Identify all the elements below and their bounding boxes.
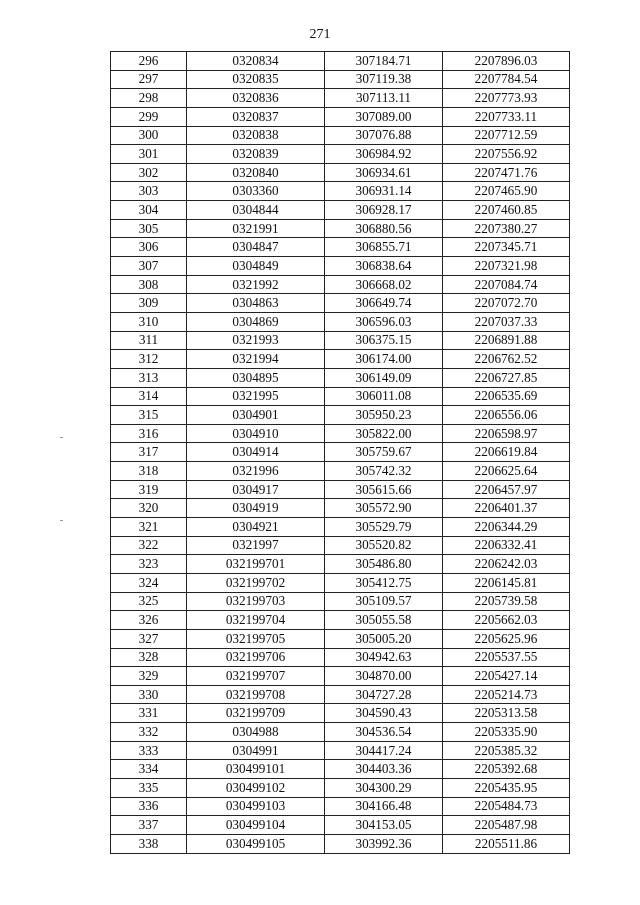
point-id-cell: 0304991 [187,741,325,760]
point-id-cell: 0304988 [187,723,325,742]
table-row [111,555,570,574]
x-coordinate-cell: 306149.09 [325,368,443,387]
x-coordinate-cell: 306880.56 [325,219,443,238]
point-id-cell: 0320836 [187,89,325,108]
row-number-cell: 297 [111,70,187,89]
table-row [111,834,570,853]
row-number-cell: 323 [111,555,187,574]
y-coordinate-cell: 2205435.95 [443,778,570,797]
table-row [111,238,570,257]
point-id-cell: 032199705 [187,629,325,648]
coordinates-table [110,51,570,854]
x-coordinate-cell: 305759.67 [325,443,443,462]
y-coordinate-cell: 2206401.37 [443,499,570,518]
point-id-cell: 0320835 [187,70,325,89]
table-row [111,518,570,537]
y-coordinate-cell: 2206332.41 [443,536,570,555]
x-coordinate-cell: 306668.02 [325,275,443,294]
y-coordinate-cell: 2207321.98 [443,257,570,276]
row-number-cell: 300 [111,126,187,145]
point-id-cell: 0321992 [187,275,325,294]
row-number-cell: 321 [111,518,187,537]
y-coordinate-cell: 2207460.85 [443,201,570,220]
row-number-cell: 326 [111,611,187,630]
y-coordinate-cell: 2206619.84 [443,443,570,462]
y-coordinate-cell: 2207072.70 [443,294,570,313]
point-id-cell: 0304895 [187,368,325,387]
point-id-cell: 0320840 [187,163,325,182]
table-row [111,163,570,182]
x-coordinate-cell: 305055.58 [325,611,443,630]
row-number-cell: 309 [111,294,187,313]
y-coordinate-cell: 2206891.88 [443,331,570,350]
x-coordinate-cell: 306596.03 [325,312,443,331]
row-number-cell: 313 [111,368,187,387]
table-row [111,107,570,126]
x-coordinate-cell: 307184.71 [325,52,443,71]
point-id-cell: 0321995 [187,387,325,406]
y-coordinate-cell: 2207733.11 [443,107,570,126]
point-id-cell: 032199701 [187,555,325,574]
point-id-cell: 030499103 [187,797,325,816]
row-number-cell: 303 [111,182,187,201]
row-number-cell: 306 [111,238,187,257]
table-row [111,312,570,331]
table-row [111,573,570,592]
table-row [111,816,570,835]
row-number-cell: 320 [111,499,187,518]
point-id-cell: 032199703 [187,592,325,611]
row-number-cell: 328 [111,648,187,667]
x-coordinate-cell: 307113.11 [325,89,443,108]
point-id-cell: 032199709 [187,704,325,723]
x-coordinate-cell: 306011.08 [325,387,443,406]
y-coordinate-cell: 2207084.74 [443,275,570,294]
x-coordinate-cell: 305486.80 [325,555,443,574]
point-id-cell: 0304844 [187,201,325,220]
row-number-cell: 322 [111,536,187,555]
y-coordinate-cell: 2206242.03 [443,555,570,574]
y-coordinate-cell: 2207380.27 [443,219,570,238]
point-id-cell: 0320837 [187,107,325,126]
point-id-cell: 0320838 [187,126,325,145]
row-number-cell: 310 [111,312,187,331]
table-row [111,629,570,648]
y-coordinate-cell: 2207712.59 [443,126,570,145]
table-row [111,145,570,164]
row-number-cell: 316 [111,424,187,443]
table-row [111,667,570,686]
y-coordinate-cell: 2206535.69 [443,387,570,406]
row-number-cell: 317 [111,443,187,462]
y-coordinate-cell: 2207037.33 [443,312,570,331]
table-row [111,723,570,742]
row-number-cell: 298 [111,89,187,108]
y-coordinate-cell: 2205313.58 [443,704,570,723]
x-coordinate-cell: 304870.00 [325,667,443,686]
x-coordinate-cell: 304417.24 [325,741,443,760]
x-coordinate-cell: 303992.36 [325,834,443,853]
point-id-cell: 0321991 [187,219,325,238]
y-coordinate-cell: 2205427.14 [443,667,570,686]
row-number-cell: 312 [111,350,187,369]
y-coordinate-cell: 2207556.92 [443,145,570,164]
point-id-cell: 0304910 [187,424,325,443]
row-number-cell: 314 [111,387,187,406]
x-coordinate-cell: 306174.00 [325,350,443,369]
row-number-cell: 319 [111,480,187,499]
table-row [111,499,570,518]
y-coordinate-cell: 2205335.90 [443,723,570,742]
x-coordinate-cell: 307089.00 [325,107,443,126]
table-row [111,182,570,201]
table-row [111,797,570,816]
table-row [111,331,570,350]
x-coordinate-cell: 306928.17 [325,201,443,220]
table-row [111,52,570,71]
y-coordinate-cell: 2207345.71 [443,238,570,257]
y-coordinate-cell: 2205511.86 [443,834,570,853]
x-coordinate-cell: 305572.90 [325,499,443,518]
table-row [111,611,570,630]
y-coordinate-cell: 2205739.58 [443,592,570,611]
x-coordinate-cell: 304590.43 [325,704,443,723]
point-id-cell: 032199708 [187,685,325,704]
table-row [111,648,570,667]
row-number-cell: 308 [111,275,187,294]
x-coordinate-cell: 306649.74 [325,294,443,313]
row-number-cell: 299 [111,107,187,126]
x-coordinate-cell: 306838.64 [325,257,443,276]
row-number-cell: 296 [111,52,187,71]
row-number-cell: 334 [111,760,187,779]
y-coordinate-cell: 2205385.32 [443,741,570,760]
point-id-cell: 0304849 [187,257,325,276]
table-row [111,257,570,276]
point-id-cell: 0304919 [187,499,325,518]
row-number-cell: 304 [111,201,187,220]
scan-artifact [60,520,63,521]
x-coordinate-cell: 306984.92 [325,145,443,164]
table-row [111,350,570,369]
row-number-cell: 338 [111,834,187,853]
y-coordinate-cell: 2205662.03 [443,611,570,630]
x-coordinate-cell: 304727.28 [325,685,443,704]
y-coordinate-cell: 2205487.98 [443,816,570,835]
point-id-cell: 0320834 [187,52,325,71]
point-id-cell: 0304917 [187,480,325,499]
row-number-cell: 337 [111,816,187,835]
point-id-cell: 0304921 [187,518,325,537]
point-id-cell: 032199707 [187,667,325,686]
y-coordinate-cell: 2207896.03 [443,52,570,71]
row-number-cell: 315 [111,406,187,425]
point-id-cell: 0321993 [187,331,325,350]
y-coordinate-cell: 2206762.52 [443,350,570,369]
point-id-cell: 0304863 [187,294,325,313]
row-number-cell: 330 [111,685,187,704]
row-number-cell: 302 [111,163,187,182]
point-id-cell: 0304847 [187,238,325,257]
x-coordinate-cell: 305615.66 [325,480,443,499]
table-row [111,704,570,723]
row-number-cell: 324 [111,573,187,592]
table-row [111,536,570,555]
table-row [111,294,570,313]
table-row [111,592,570,611]
x-coordinate-cell: 307076.88 [325,126,443,145]
x-coordinate-cell: 304153.05 [325,816,443,835]
row-number-cell: 305 [111,219,187,238]
point-id-cell: 0304869 [187,312,325,331]
row-number-cell: 333 [111,741,187,760]
row-number-cell: 331 [111,704,187,723]
row-number-cell: 329 [111,667,187,686]
row-number-cell: 311 [111,331,187,350]
x-coordinate-cell: 305742.32 [325,462,443,481]
point-id-cell: 0303360 [187,182,325,201]
table-row [111,368,570,387]
y-coordinate-cell: 2207471.76 [443,163,570,182]
y-coordinate-cell: 2206625.64 [443,462,570,481]
y-coordinate-cell: 2206457.97 [443,480,570,499]
row-number-cell: 327 [111,629,187,648]
table-row [111,126,570,145]
x-coordinate-cell: 305529.79 [325,518,443,537]
x-coordinate-cell: 306931.14 [325,182,443,201]
x-coordinate-cell: 306375.15 [325,331,443,350]
point-id-cell: 030499102 [187,778,325,797]
x-coordinate-cell: 304536.54 [325,723,443,742]
x-coordinate-cell: 305109.57 [325,592,443,611]
row-number-cell: 301 [111,145,187,164]
point-id-cell: 032199702 [187,573,325,592]
y-coordinate-cell: 2205537.55 [443,648,570,667]
table-row [111,685,570,704]
x-coordinate-cell: 304166.48 [325,797,443,816]
scan-artifact [60,437,63,438]
x-coordinate-cell: 305950.23 [325,406,443,425]
point-id-cell: 030499101 [187,760,325,779]
point-id-cell: 030499104 [187,816,325,835]
x-coordinate-cell: 304403.36 [325,760,443,779]
x-coordinate-cell: 305520.82 [325,536,443,555]
table-row [111,89,570,108]
table-row [111,70,570,89]
y-coordinate-cell: 2207465.90 [443,182,570,201]
x-coordinate-cell: 304300.29 [325,778,443,797]
row-number-cell: 318 [111,462,187,481]
y-coordinate-cell: 2206556.06 [443,406,570,425]
row-number-cell: 336 [111,797,187,816]
point-id-cell: 0304901 [187,406,325,425]
table-row [111,760,570,779]
point-id-cell: 0321996 [187,462,325,481]
row-number-cell: 335 [111,778,187,797]
coordinates-table-body [111,52,570,854]
y-coordinate-cell: 2205484.73 [443,797,570,816]
x-coordinate-cell: 304942.63 [325,648,443,667]
point-id-cell: 030499105 [187,834,325,853]
y-coordinate-cell: 2207784.54 [443,70,570,89]
table-row [111,387,570,406]
point-id-cell: 032199706 [187,648,325,667]
y-coordinate-cell: 2207773.93 [443,89,570,108]
x-coordinate-cell: 305412.75 [325,573,443,592]
y-coordinate-cell: 2205625.96 [443,629,570,648]
table-row [111,778,570,797]
y-coordinate-cell: 2206598.97 [443,424,570,443]
table-row [111,424,570,443]
table-row [111,201,570,220]
y-coordinate-cell: 2206145.81 [443,573,570,592]
point-id-cell: 0321994 [187,350,325,369]
point-id-cell: 0321997 [187,536,325,555]
table-row [111,480,570,499]
table-row [111,406,570,425]
point-id-cell: 032199704 [187,611,325,630]
table-row [111,462,570,481]
point-id-cell: 0304914 [187,443,325,462]
x-coordinate-cell: 307119.38 [325,70,443,89]
y-coordinate-cell: 2205214.73 [443,685,570,704]
row-number-cell: 307 [111,257,187,276]
y-coordinate-cell: 2205392.68 [443,760,570,779]
page-number: 271 [309,27,331,42]
point-id-cell: 0320839 [187,145,325,164]
row-number-cell: 325 [111,592,187,611]
row-number-cell: 332 [111,723,187,742]
table-row [111,741,570,760]
table-row [111,443,570,462]
x-coordinate-cell: 305822.00 [325,424,443,443]
x-coordinate-cell: 306855.71 [325,238,443,257]
table-row [111,219,570,238]
table-row [111,275,570,294]
y-coordinate-cell: 2206344.29 [443,518,570,537]
x-coordinate-cell: 305005.20 [325,629,443,648]
y-coordinate-cell: 2206727.85 [443,368,570,387]
x-coordinate-cell: 306934.61 [325,163,443,182]
